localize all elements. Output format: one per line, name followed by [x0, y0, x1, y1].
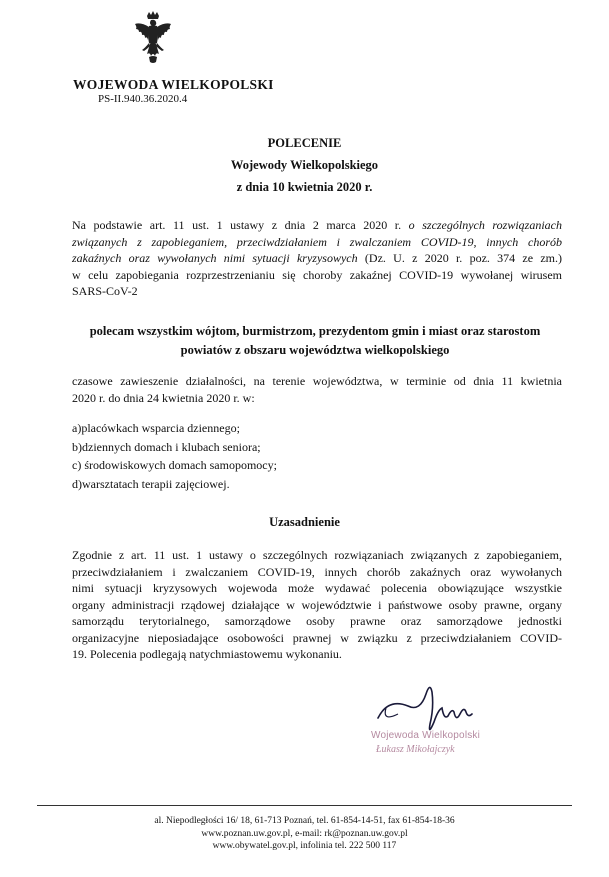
list-item: a)placówkach wsparcia dziennego;	[72, 421, 240, 435]
footer-contact	[0, 815, 609, 853]
intro-line-3	[72, 250, 562, 267]
footer-web-email: www.poznan.uw.gov.pl, e-mail: rk@poznan.uw.gov.pl	[201, 828, 408, 839]
order-line-1: polecam wszystkim wójtom, burmistrzom, prezydentom gmin i miast oraz starostom	[89, 324, 541, 338]
suspension-line-1: czasowe zawieszenie działalności, na terenie województwa, w terminie od dnia 11 kwietnia	[72, 374, 562, 388]
journal-citation: (Dz. U. z 2020 r. poz. 374 ze zm.)	[357, 251, 563, 265]
intro-line-4: w celu zapobiegania rozprzestrzenianiu się choroby zakaźnej COVID-19 wywołanej wirusem	[72, 267, 562, 282]
list-item: b)dziennych domach i klubach seniora;	[72, 439, 261, 454]
intro-line-2	[72, 234, 562, 251]
justification-paragraph	[72, 547, 562, 663]
intro-paragraph	[72, 217, 562, 300]
order-statement	[60, 322, 570, 360]
list-item: c) środowiskowych domach samopomocy;	[72, 458, 277, 473]
issuer-name: WOJEWODA WIELKOPOLSKI	[73, 77, 274, 92]
order-line-2: powiatów z obszaru województwa wielkopolskiego	[180, 343, 450, 357]
justification-line: przeciwdziałaniem i zwalczaniem COVID-19, innych chorób zakaźnych oraz wywołanych	[72, 564, 562, 579]
intro-text: Na podstawie art. 11 ust. 1 ustawy z dnia 2 marca 2020 r.	[72, 218, 409, 232]
justification-line: 19. Polecenia podlegają natychmiastowemu wykonaniu.	[72, 647, 342, 661]
footer-hotline: www.obywatel.gov.pl, infolinia tel. 222 500 117	[212, 841, 397, 851]
act-title-part: o szczególnych rozwiązaniach	[408, 218, 562, 232]
reference-number: PS-II.940.36.2020.4	[98, 93, 188, 105]
list-item: d)warsztatach terapii zajęciowej.	[72, 477, 230, 492]
suspension-paragraph	[72, 373, 562, 406]
act-title-part: związanych z zapobieganiem, przeciwdziałaniem i zwalczaniem COVID-19, innych chorób	[72, 234, 562, 249]
facility-list	[72, 419, 277, 494]
suspension-line-2: 2020 r. do dnia 24 kwietnia 2020 r. w:	[72, 390, 255, 405]
eagle-emblem-icon	[133, 10, 173, 68]
justification-line: organizacyjne nieposiadające osobowości prawnej w związku z przeciwdziałaniem COVID-	[72, 630, 562, 645]
intro-line-1	[72, 217, 562, 234]
stamp-title: Wojewoda Wielkopolski	[371, 730, 481, 741]
document-subtitle: Wojewody Wielkopolskiego	[230, 158, 379, 172]
justification-line: nimi sytuacji kryzysowych wojewoda może wydawać polecenia obowiązujące wszystkie	[72, 581, 562, 595]
footer-address: al. Niepodległości 16/ 18, 61-713 Poznań, tel. 61-854-14-51, fax 61-854-18-36	[154, 816, 455, 826]
footer-divider	[37, 805, 572, 806]
justification-line: samorządu terytorialnego, samorządowe osoby prawne oraz samorządowe jednostki	[72, 614, 562, 628]
document-date: z dnia 10 kwietnia 2020 r.	[236, 180, 373, 194]
intro-line-5: SARS-CoV-2	[72, 284, 138, 298]
justification-line: Zgodnie z art. 11 ust. 1 ustawy o szczególnych rozwiązaniach związanych z zapobieganiem,	[72, 548, 562, 562]
act-title-part: zakaźnych oraz wywołanych nimi sytuacji kryzysowych	[72, 251, 358, 265]
stamp-name: Łukasz Mikołajczyk	[376, 744, 455, 755]
document-title: POLECENIE	[267, 136, 342, 150]
justification-heading: Uzasadnienie	[269, 515, 340, 529]
justification-line: organy administracji rządowej działające w województwie i państwowe osoby prawne, organy	[72, 597, 562, 612]
